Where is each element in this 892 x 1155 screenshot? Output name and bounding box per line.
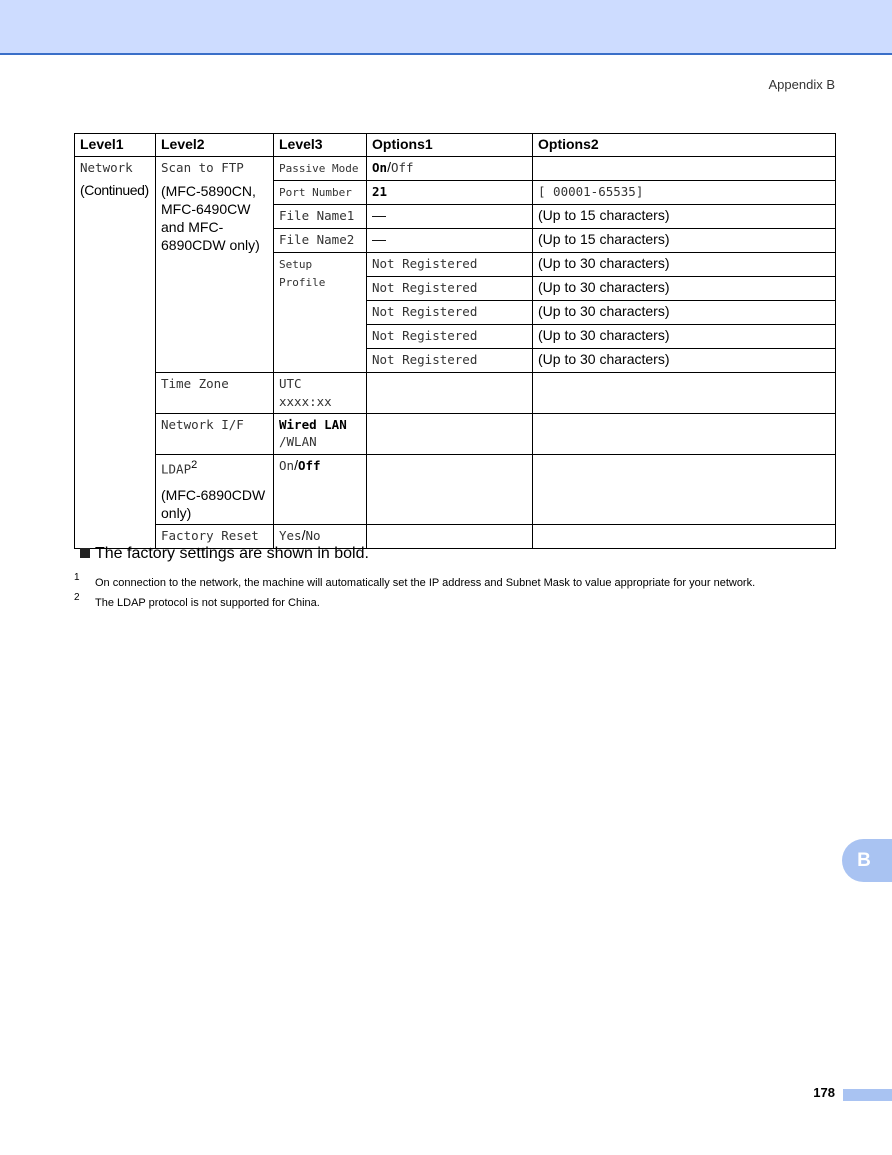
- time-zone-format: UTC xxxx:xx: [279, 376, 332, 409]
- profile-note: [533, 277, 836, 301]
- header-level3: Level3: [274, 134, 367, 157]
- profile-note: [533, 349, 836, 373]
- profile-status: Not Registered: [372, 352, 478, 367]
- appendix-tab: B: [842, 839, 892, 882]
- option-on: On: [279, 458, 295, 473]
- file-name1-note: [533, 205, 836, 229]
- ldap-options2: [533, 455, 836, 525]
- file-name2-dash: —: [372, 231, 386, 247]
- factory-reset-options2: [533, 524, 836, 548]
- option-on: On: [372, 160, 388, 175]
- file-name2-note: [533, 229, 836, 253]
- passive-mode-options2: [533, 157, 836, 181]
- option-no: No: [305, 527, 321, 543]
- passive-mode-label: Passive Mode: [279, 162, 359, 175]
- ldap-options1: [367, 455, 533, 525]
- file-name1-value: [367, 205, 533, 229]
- profile-value: [367, 325, 533, 349]
- ldap-footnote-ref: 2: [191, 459, 198, 471]
- level3-port-number: [274, 181, 367, 205]
- time-zone-label: Time Zone: [161, 376, 229, 391]
- setup-profile-label: Setup Profile: [279, 258, 326, 289]
- time-zone-options1: [367, 373, 533, 414]
- level3-setup-profile: [274, 253, 367, 373]
- level1-note: (Continued): [80, 182, 149, 198]
- profile-limit: (Up to 30 characters): [538, 279, 670, 295]
- scan-ftp-models: (MFC-5890CN, MFC-6490CW and MFC-6890CDW only): [161, 183, 260, 253]
- profile-note: [533, 325, 836, 349]
- profile-value: [367, 349, 533, 373]
- level2-ldap: [156, 455, 274, 525]
- table-row: [75, 455, 836, 525]
- table-header-row: [75, 134, 836, 157]
- factory-settings-note: [80, 545, 369, 563]
- profile-value: [367, 277, 533, 301]
- table-row: [75, 373, 836, 414]
- option-off: Off: [390, 160, 414, 175]
- header-options1: Options1: [367, 134, 533, 157]
- header-options2: Options2: [533, 134, 836, 157]
- factory-reset-label: Factory Reset: [161, 527, 259, 543]
- level3-file-name1: [274, 205, 367, 229]
- time-zone-value: [274, 373, 367, 414]
- level2-scan-ftp: [156, 157, 274, 373]
- port-number-label: Port Number: [279, 186, 352, 199]
- note-text: The factory settings are shown in bold.: [95, 545, 369, 562]
- time-zone-options2: [533, 373, 836, 414]
- profile-note: [533, 253, 836, 277]
- file-name1-limit: (Up to 15 characters): [538, 207, 670, 223]
- passive-mode-options: [367, 157, 533, 181]
- square-bullet-icon: [80, 548, 90, 558]
- network-if-options: [274, 414, 367, 455]
- port-number-value: [367, 181, 533, 205]
- section-title: Appendix B: [768, 77, 835, 92]
- option-wired-lan: Wired LAN: [279, 417, 347, 432]
- ldap-options: [274, 455, 367, 525]
- profile-limit: (Up to 30 characters): [538, 327, 670, 343]
- header-level1: Level1: [75, 134, 156, 157]
- port-number-range-text: [ 00001-65535]: [538, 184, 644, 199]
- footnote-text: On connection to the network, the machine will automatically set the IP address and Subnet Mask to value appropriate for your network.: [95, 577, 756, 589]
- profile-value: [367, 301, 533, 325]
- profile-status: Not Registered: [372, 280, 478, 295]
- settings-table: [74, 133, 836, 549]
- page-number: 178: [813, 1085, 835, 1100]
- profile-status: Not Registered: [372, 304, 478, 319]
- footnote-text: The LDAP protocol is not supported for China.: [95, 597, 320, 609]
- profile-note: [533, 301, 836, 325]
- port-number-range: [533, 181, 836, 205]
- factory-reset-options1: [367, 524, 533, 548]
- profile-limit: (Up to 30 characters): [538, 303, 670, 319]
- profile-status: Not Registered: [372, 256, 478, 271]
- option-yes: Yes: [279, 527, 302, 543]
- profile-limit: (Up to 30 characters): [538, 351, 670, 367]
- footnote-number: 1: [74, 572, 80, 583]
- port-number-default: 21: [372, 184, 388, 199]
- option-separator: /: [294, 457, 298, 473]
- file-name2-value: [367, 229, 533, 253]
- network-if-options2: [533, 414, 836, 455]
- option-separator: /: [301, 526, 306, 543]
- file-name2-label: File Name2: [279, 232, 355, 247]
- level2-time-zone: [156, 373, 274, 414]
- level1-cell: [75, 157, 156, 549]
- header-level2: Level2: [156, 134, 274, 157]
- file-name1-label: File Name1: [279, 208, 355, 223]
- table-row: [75, 414, 836, 455]
- level2-network-if: [156, 414, 274, 455]
- network-if-options1: [367, 414, 533, 455]
- file-name2-limit: (Up to 15 characters): [538, 231, 670, 247]
- scan-ftp-name: Scan to FTP: [161, 160, 244, 175]
- ldap-models: (MFC-6890CDW only): [161, 486, 266, 521]
- file-name1-dash: —: [372, 207, 386, 223]
- level3-passive-mode: [274, 157, 367, 181]
- option-separator: /: [387, 159, 391, 175]
- header-bar: [0, 0, 892, 55]
- level1-name: Network: [80, 160, 133, 175]
- option-wlan: /WLAN: [279, 434, 317, 449]
- option-off: Off: [297, 458, 321, 473]
- profile-value: [367, 253, 533, 277]
- footnote-number: 2: [74, 592, 80, 603]
- page-number-bar: [843, 1089, 892, 1101]
- level3-file-name2: [274, 229, 367, 253]
- table-row: [75, 157, 836, 181]
- profile-limit: (Up to 30 characters): [538, 255, 670, 271]
- network-if-label: Network I/F: [161, 417, 244, 432]
- profile-status: Not Registered: [372, 328, 478, 343]
- ldap-label: LDAP: [161, 461, 192, 477]
